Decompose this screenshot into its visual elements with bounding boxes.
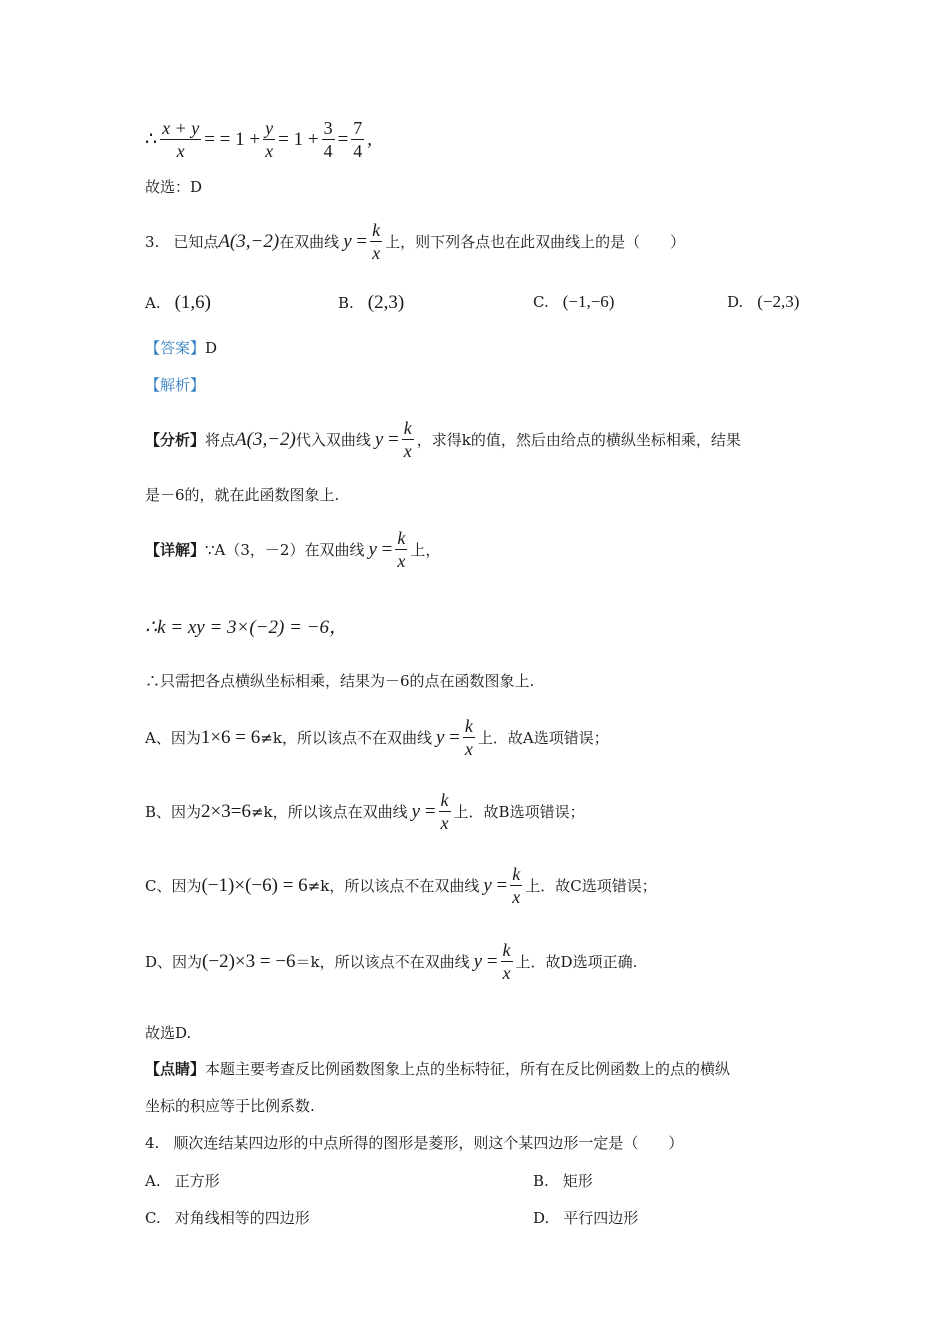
top-formula: ∴ $\frac{x + y}{x}$ = = 1 + $\frac{y}{x}$ = 1 + $\frac{3}{4}$ = $\frac{7}{4}$ , (145, 118, 373, 161)
fraction-k-over-x: $\frac{k}{x}$ (512, 864, 521, 907)
therefore-symbol: ∴ (145, 129, 158, 150)
option-a-check: A、因为 1×6 = 6 ≠k，所以该点不在双曲线 y = $\frac{k}{x}$ 上．故A选项错误； (145, 716, 609, 759)
fraction-k-over-x: $\frac{k}{x}$ (464, 716, 473, 759)
fraction-7-over-4: $\frac{7}{4}$ (353, 118, 363, 161)
fraction-k-over-x: $\frac{k}{x}$ (397, 528, 406, 571)
q4-option-b[interactable]: B. 矩形 (533, 1171, 593, 1190)
conclusion: 故选D. (145, 1024, 192, 1042)
fraction-k-over-x: $\frac{k}{x}$ (502, 940, 511, 983)
question-number: 4. (145, 1133, 160, 1152)
q4-option-d[interactable]: D. 平行四边形 (533, 1208, 639, 1227)
q3-option-c[interactable]: C. (−1,−6) (533, 292, 615, 311)
fraction-k-over-x: $\frac{k}{x}$ (403, 418, 412, 461)
question-number: 3. (145, 232, 160, 251)
q3-option-a[interactable]: A. (1,6) (145, 292, 212, 313)
only-line: ∴只需把各点横纵坐标相乘，结果为－6的点在函数图象上. (145, 672, 535, 690)
point-a: A(3,−2) (218, 230, 280, 252)
fraction-k-over-x: $\frac{k}{x}$ (372, 220, 381, 263)
q4-option-c[interactable]: C. 对角线相等的四边形 (145, 1208, 310, 1227)
fraction-x-plus-y-over-x: $\frac{x + y}{x}$ (162, 118, 200, 161)
q3-option-b[interactable]: B. (2,3) (338, 292, 405, 313)
analysis-tag: 【解析】 (145, 376, 206, 394)
answer-value: D (205, 338, 218, 357)
option-b-check: B、因为 2×3=6 ≠k，所以该点在双曲线 y = $\frac{k}{x}$ 上．故B选项错误； (145, 790, 585, 833)
detail-tag: 【详解】 (145, 541, 206, 559)
fraction-3-over-4: $\frac{3}{4}$ (323, 118, 333, 161)
question-3-stem: 3. 已知点 A(3,−2) 在双曲线 y = $\frac{k}{x}$ 上，则下列各点也在此双曲线上的是（ ） (145, 220, 686, 263)
answer-line (145, 337, 217, 358)
question-4-stem: 4. 顺次连结某四边形的中点所得的图形是菱形，则这个某四边形一定是（ ） (145, 1133, 684, 1152)
fenxi-line-1: 【分析】 将点 A(3,−2) 代入双曲线 y = $\frac{k}{x}$ ，求得k的值，然后由给点的横纵坐标相乘，结果 (145, 418, 741, 461)
fenxi-line-2: 是－6的，就在此函数图象上. (145, 486, 340, 504)
option-c-check: C、因为 (−1)×(−6) = 6 ≠k，所以该点不在双曲线 y = $\frac{k}{x}$ 上．故C选项错误； (145, 864, 657, 907)
top-choice: 故选：D (145, 178, 203, 196)
answer-tag: 【答案】 (145, 339, 206, 357)
detail-line: 【详解】 ∵A（3，－2）在双曲线 y = $\frac{k}{x}$ 上， (145, 528, 441, 571)
fenxi-tag: 【分析】 (145, 431, 206, 449)
fraction-y-over-x: $\frac{y}{x}$ (265, 118, 274, 161)
dianjing-tag: 【点睛】 (145, 1060, 206, 1078)
dianjing-line-2: 坐标的积应等于比例系数. (145, 1097, 315, 1115)
fraction-k-over-x: $\frac{k}{x}$ (440, 790, 449, 833)
q3-option-d[interactable]: D. (−2,3) (727, 292, 800, 311)
dianjing-line-1: 【点睛】 本题主要考查反比例函数图象上点的坐标特征，所有在反比例函数上的点的横纵 (145, 1060, 731, 1078)
option-d-check: D、因为 (−2)×3 = −6 ＝k，所以该点不在双曲线 y = $\frac{k}{x}$ 上．故D选项正确. (145, 940, 638, 983)
q4-option-a[interactable]: A. 正方形 (145, 1171, 220, 1190)
k-equation: ∴k = xy = 3×(−2) = −6， (145, 617, 348, 638)
